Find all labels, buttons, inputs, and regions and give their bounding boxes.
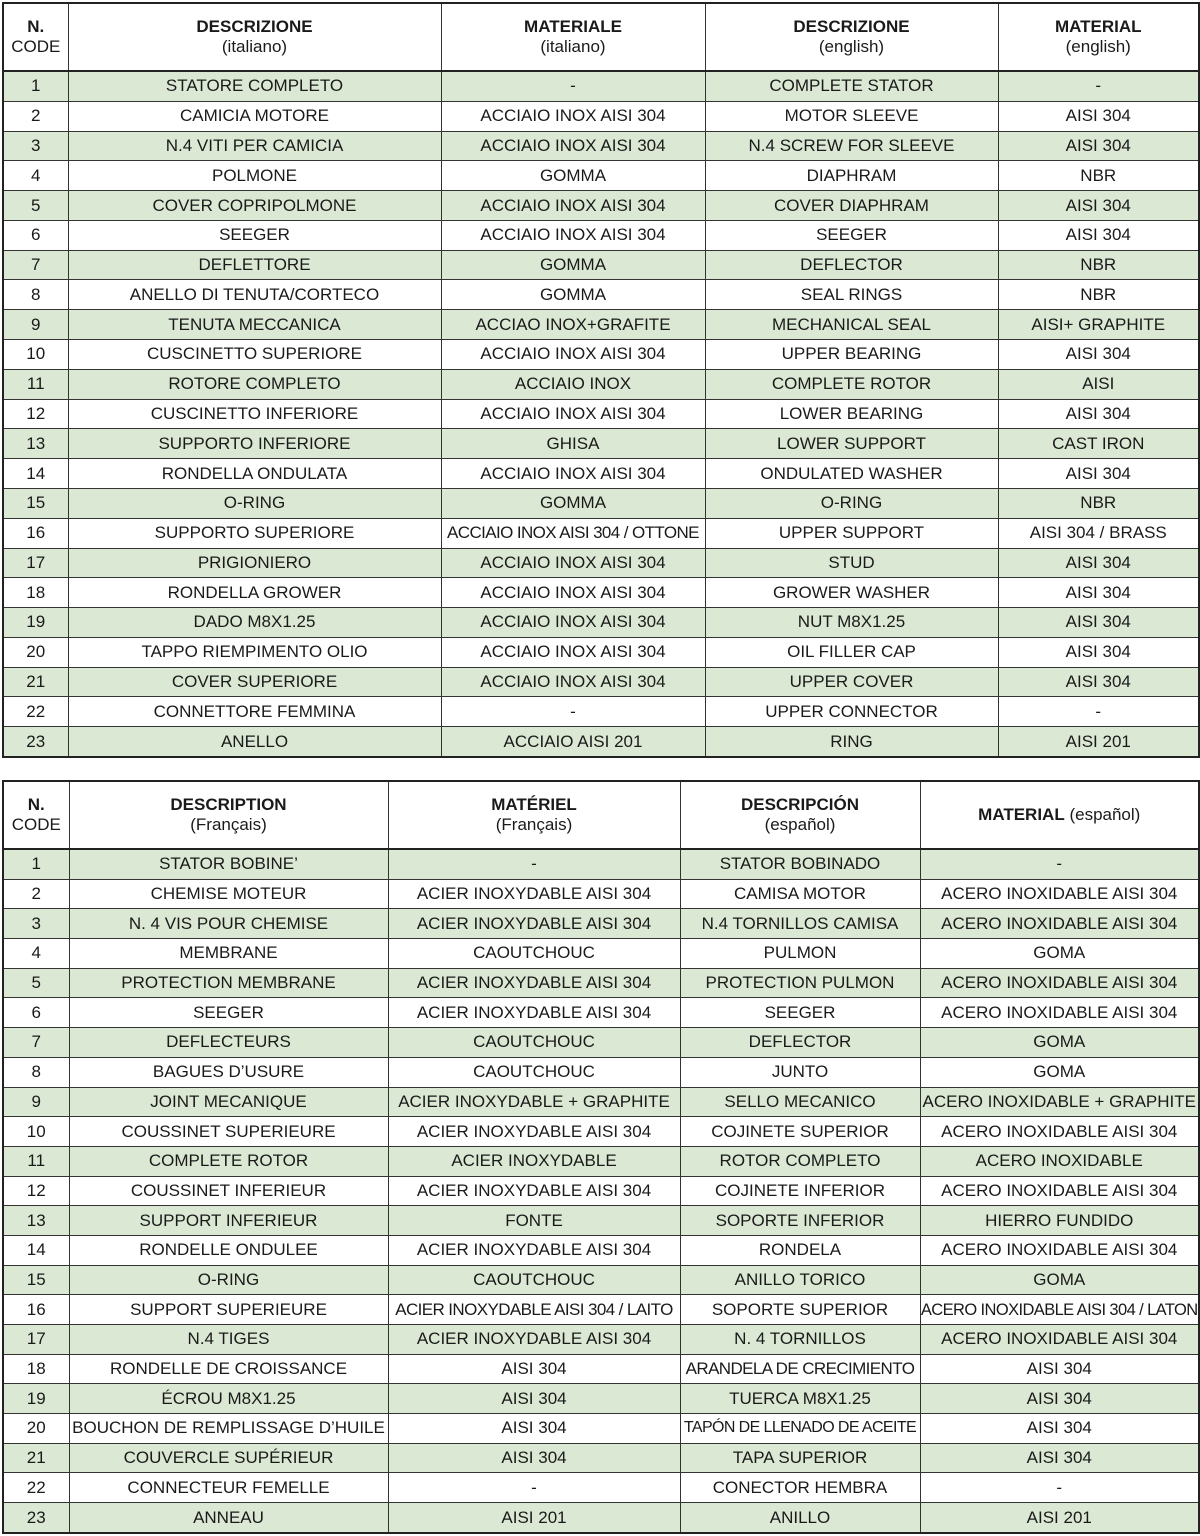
cell-material-es: ACERO INOXIDABLE AISI 304 bbox=[920, 1325, 1199, 1355]
header-material-es: MATERIAL (español) bbox=[920, 781, 1199, 849]
cell-material-it: ACCIAIO INOX AISI 304 bbox=[441, 340, 705, 370]
header-description-fr: DESCRIPTION (Français) bbox=[69, 781, 388, 849]
cell-material-fr: CAOUTCHOUC bbox=[388, 1265, 680, 1295]
cell-material-it: - bbox=[441, 697, 705, 727]
cell-code: 9 bbox=[3, 310, 68, 340]
parts-table-italian-english bbox=[2, 2, 1200, 758]
table-row bbox=[3, 1295, 1199, 1325]
cell-material-it: GOMMA bbox=[441, 161, 705, 191]
cell-code: 1 bbox=[3, 849, 69, 879]
table-row bbox=[3, 429, 1199, 459]
table-row bbox=[3, 1414, 1199, 1444]
cell-description-fr: ÉCROU M8X1.25 bbox=[69, 1384, 388, 1414]
table-row bbox=[3, 1057, 1199, 1087]
table-row bbox=[3, 939, 1199, 969]
cell-description-en: UPPER SUPPORT bbox=[705, 518, 998, 548]
cell-description-en: GROWER WASHER bbox=[705, 578, 998, 608]
cell-description-it: DADO M8X1.25 bbox=[68, 608, 441, 638]
cell-material-es: ACERO INOXIDABLE AISI 304 bbox=[920, 968, 1199, 998]
cell-description-fr: CHEMISE MOTEUR bbox=[69, 879, 388, 909]
cell-material-it: ACCIAO INOX+GRAFITE bbox=[441, 310, 705, 340]
table-row bbox=[3, 667, 1199, 697]
cell-description-en: MECHANICAL SEAL bbox=[705, 310, 998, 340]
table-row bbox=[3, 459, 1199, 489]
table-row bbox=[3, 191, 1199, 221]
cell-description-it: DEFLETTORE bbox=[68, 250, 441, 280]
cell-description-en: COVER DIAPHRAM bbox=[705, 191, 998, 221]
cell-material-it: ACCIAIO INOX bbox=[441, 369, 705, 399]
cell-description-en: COMPLETE STATOR bbox=[705, 71, 998, 101]
cell-code: 3 bbox=[3, 131, 68, 161]
table-row bbox=[3, 161, 1199, 191]
table-row bbox=[3, 101, 1199, 131]
cell-material-fr: ACIER INOXYDABLE AISI 304 / LAITO bbox=[388, 1295, 680, 1325]
cell-description-it: COVER SUPERIORE bbox=[68, 667, 441, 697]
cell-material-fr: ACIER INOXYDABLE AISI 304 bbox=[388, 909, 680, 939]
cell-material-it: ACCIAIO INOX AISI 304 bbox=[441, 101, 705, 131]
cell-code: 21 bbox=[3, 1443, 69, 1473]
cell-code: 4 bbox=[3, 939, 69, 969]
cell-description-es: N.4 TORNILLOS CAMISA bbox=[680, 909, 920, 939]
cell-material-es: ACERO INOXIDABLE + GRAPHITE bbox=[920, 1087, 1199, 1117]
cell-description-es: DEFLECTOR bbox=[680, 1028, 920, 1058]
cell-description-fr: ANNEAU bbox=[69, 1503, 388, 1533]
cell-description-it: CUSCINETTO INFERIORE bbox=[68, 399, 441, 429]
cell-code: 9 bbox=[3, 1087, 69, 1117]
cell-material-fr: ACIER INOXYDABLE AISI 304 bbox=[388, 879, 680, 909]
table-row bbox=[3, 849, 1199, 879]
table-row bbox=[3, 488, 1199, 518]
table-row bbox=[3, 578, 1199, 608]
table-row bbox=[3, 1146, 1199, 1176]
cell-code: 22 bbox=[3, 1473, 69, 1503]
cell-material-es: ACERO INOXIDABLE AISI 304 bbox=[920, 1235, 1199, 1265]
table-row bbox=[3, 637, 1199, 667]
cell-description-it: SEEGER bbox=[68, 220, 441, 250]
cell-code: 7 bbox=[3, 1028, 69, 1058]
cell-description-es: TUERCA M8X1.25 bbox=[680, 1384, 920, 1414]
cell-material-fr: FONTE bbox=[388, 1206, 680, 1236]
cell-description-en: ONDULATED WASHER bbox=[705, 459, 998, 489]
cell-description-es: PULMON bbox=[680, 939, 920, 969]
cell-description-fr: SUPPORT INFERIEUR bbox=[69, 1206, 388, 1236]
cell-material-en: NBR bbox=[998, 488, 1199, 518]
table-row bbox=[3, 1206, 1199, 1236]
table-body bbox=[3, 71, 1199, 757]
cell-description-es: PROTECTION PULMON bbox=[680, 968, 920, 998]
cell-material-it: ACCIAIO INOX AISI 304 bbox=[441, 131, 705, 161]
cell-code: 16 bbox=[3, 518, 68, 548]
cell-description-es: JUNTO bbox=[680, 1057, 920, 1087]
cell-code: 11 bbox=[3, 1146, 69, 1176]
cell-material-fr: AISI 304 bbox=[388, 1384, 680, 1414]
cell-material-fr: ACIER INOXYDABLE AISI 304 bbox=[388, 1325, 680, 1355]
cell-code: 6 bbox=[3, 998, 69, 1028]
cell-description-fr: COUSSINET SUPERIEURE bbox=[69, 1117, 388, 1147]
header-code: N. CODE bbox=[3, 3, 68, 71]
cell-code: 6 bbox=[3, 220, 68, 250]
cell-description-es: ROTOR COMPLETO bbox=[680, 1146, 920, 1176]
cell-code: 12 bbox=[3, 1176, 69, 1206]
cell-material-it: GOMMA bbox=[441, 250, 705, 280]
cell-material-es: ACERO INOXIDABLE AISI 304 bbox=[920, 879, 1199, 909]
cell-material-en: AISI 304 bbox=[998, 101, 1199, 131]
cell-material-fr: ACIER INOXYDABLE AISI 304 bbox=[388, 1176, 680, 1206]
cell-material-fr: - bbox=[388, 849, 680, 879]
cell-material-it: ACCIAIO INOX AISI 304 bbox=[441, 191, 705, 221]
cell-code: 2 bbox=[3, 101, 68, 131]
cell-description-fr: COUVERCLE SUPÉRIEUR bbox=[69, 1443, 388, 1473]
cell-description-it: CONNETTORE FEMMINA bbox=[68, 697, 441, 727]
cell-description-it: SUPPORTO INFERIORE bbox=[68, 429, 441, 459]
cell-code: 5 bbox=[3, 968, 69, 998]
cell-description-en: SEEGER bbox=[705, 220, 998, 250]
cell-material-it: ACCIAIO INOX AISI 304 bbox=[441, 399, 705, 429]
cell-material-en: AISI 304 bbox=[998, 191, 1199, 221]
cell-material-es: - bbox=[920, 849, 1199, 879]
cell-description-fr: MEMBRANE bbox=[69, 939, 388, 969]
table-row bbox=[3, 548, 1199, 578]
cell-description-en: MOTOR SLEEVE bbox=[705, 101, 998, 131]
header-description-es: DESCRIPCIÓN (español) bbox=[680, 781, 920, 849]
cell-description-en: OIL FILLER CAP bbox=[705, 637, 998, 667]
header-material-en: MATERIAL (english) bbox=[998, 3, 1199, 71]
cell-description-fr: O-RING bbox=[69, 1265, 388, 1295]
cell-material-fr: AISI 201 bbox=[388, 1503, 680, 1533]
cell-material-es: GOMA bbox=[920, 1057, 1199, 1087]
cell-description-en: UPPER CONNECTOR bbox=[705, 697, 998, 727]
table-row bbox=[3, 879, 1199, 909]
cell-material-it: ACCIAIO INOX AISI 304 bbox=[441, 667, 705, 697]
table-row bbox=[3, 310, 1199, 340]
cell-description-fr: SUPPORT SUPERIEURE bbox=[69, 1295, 388, 1325]
cell-description-it: O-RING bbox=[68, 488, 441, 518]
table-row bbox=[3, 340, 1199, 370]
cell-code: 17 bbox=[3, 1325, 69, 1355]
cell-description-en: LOWER SUPPORT bbox=[705, 429, 998, 459]
cell-code: 14 bbox=[3, 1235, 69, 1265]
cell-code: 1 bbox=[3, 71, 68, 101]
cell-material-it: ACCIAIO INOX AISI 304 bbox=[441, 578, 705, 608]
cell-description-fr: N.4 TIGES bbox=[69, 1325, 388, 1355]
cell-description-es: N. 4 TORNILLOS bbox=[680, 1325, 920, 1355]
cell-description-it: RONDELLA ONDULATA bbox=[68, 459, 441, 489]
cell-code: 19 bbox=[3, 608, 68, 638]
cell-description-it: ANELLO bbox=[68, 727, 441, 757]
table-row bbox=[3, 1384, 1199, 1414]
cell-description-es: COJINETE SUPERIOR bbox=[680, 1117, 920, 1147]
cell-material-en: CAST IRON bbox=[998, 429, 1199, 459]
cell-material-en: AISI 304 / BRASS bbox=[998, 518, 1199, 548]
cell-material-es: ACERO INOXIDABLE AISI 304 / LATON bbox=[920, 1295, 1199, 1325]
cell-code: 10 bbox=[3, 340, 68, 370]
header-description-it: DESCRIZIONE (italiano) bbox=[68, 3, 441, 71]
cell-description-it: TAPPO RIEMPIMENTO OLIO bbox=[68, 637, 441, 667]
cell-code: 19 bbox=[3, 1384, 69, 1414]
cell-description-fr: BOUCHON DE REMPLISSAGE D’HUILE bbox=[69, 1414, 388, 1444]
cell-material-it: GOMMA bbox=[441, 280, 705, 310]
cell-material-fr: ACIER INOXYDABLE AISI 304 bbox=[388, 1235, 680, 1265]
cell-code: 22 bbox=[3, 697, 68, 727]
cell-description-es: CAMISA MOTOR bbox=[680, 879, 920, 909]
table-row bbox=[3, 399, 1199, 429]
cell-code: 4 bbox=[3, 161, 68, 191]
cell-description-en: SEAL RINGS bbox=[705, 280, 998, 310]
cell-description-es: ARANDELA DE CRECIMIENTO bbox=[680, 1354, 920, 1384]
table-row bbox=[3, 1325, 1199, 1355]
cell-material-es: GOMA bbox=[920, 939, 1199, 969]
header-code: N. CODE bbox=[3, 781, 69, 849]
table-row bbox=[3, 1176, 1199, 1206]
parts-table-french-spanish bbox=[2, 780, 1200, 1534]
cell-material-en: - bbox=[998, 697, 1199, 727]
cell-code: 20 bbox=[3, 637, 68, 667]
cell-description-es: SEEGER bbox=[680, 998, 920, 1028]
cell-description-en: N.4 SCREW FOR SLEEVE bbox=[705, 131, 998, 161]
cell-material-en: NBR bbox=[998, 250, 1199, 280]
cell-material-en: AISI 304 bbox=[998, 459, 1199, 489]
cell-description-en: STUD bbox=[705, 548, 998, 578]
cell-material-en: AISI 201 bbox=[998, 727, 1199, 757]
cell-code: 16 bbox=[3, 1295, 69, 1325]
cell-material-es: AISI 304 bbox=[920, 1354, 1199, 1384]
cell-material-it: GHISA bbox=[441, 429, 705, 459]
cell-material-fr: ACIER INOXYDABLE AISI 304 bbox=[388, 1117, 680, 1147]
cell-code: 12 bbox=[3, 399, 68, 429]
cell-code: 23 bbox=[3, 727, 68, 757]
cell-material-en: AISI 304 bbox=[998, 340, 1199, 370]
cell-material-en: NBR bbox=[998, 161, 1199, 191]
cell-material-it: ACCIAIO INOX AISI 304 bbox=[441, 637, 705, 667]
cell-description-en: NUT M8X1.25 bbox=[705, 608, 998, 638]
cell-code: 3 bbox=[3, 909, 69, 939]
cell-material-es: HIERRO FUNDIDO bbox=[920, 1206, 1199, 1236]
cell-material-it: ACCIAIO INOX AISI 304 bbox=[441, 459, 705, 489]
cell-material-es: ACERO INOXIDABLE AISI 304 bbox=[920, 1117, 1199, 1147]
cell-description-es: TAPA SUPERIOR bbox=[680, 1443, 920, 1473]
cell-description-es: SELLO MECANICO bbox=[680, 1087, 920, 1117]
cell-material-it: ACCIAIO INOX AISI 304 bbox=[441, 608, 705, 638]
cell-material-it: ACCIAIO INOX AISI 304 bbox=[441, 548, 705, 578]
cell-code: 2 bbox=[3, 879, 69, 909]
cell-description-fr: COMPLETE ROTOR bbox=[69, 1146, 388, 1176]
cell-material-fr: ACIER INOXYDABLE AISI 304 bbox=[388, 968, 680, 998]
cell-material-fr: AISI 304 bbox=[388, 1354, 680, 1384]
cell-description-it: TENUTA MECCANICA bbox=[68, 310, 441, 340]
cell-material-es: ACERO INOXIDABLE bbox=[920, 1146, 1199, 1176]
cell-code: 18 bbox=[3, 578, 68, 608]
table-row bbox=[3, 1443, 1199, 1473]
cell-material-fr: CAOUTCHOUC bbox=[388, 1057, 680, 1087]
cell-material-es: AISI 304 bbox=[920, 1414, 1199, 1444]
cell-material-es: ACERO INOXIDABLE AISI 304 bbox=[920, 909, 1199, 939]
table-row bbox=[3, 1235, 1199, 1265]
cell-material-it: ACCIAIO INOX AISI 304 / OTTONE bbox=[441, 518, 705, 548]
cell-description-fr: BAGUES D’USURE bbox=[69, 1057, 388, 1087]
table-row bbox=[3, 968, 1199, 998]
table-row bbox=[3, 1087, 1199, 1117]
cell-material-en: - bbox=[998, 71, 1199, 101]
cell-material-fr: - bbox=[388, 1473, 680, 1503]
cell-description-en: COMPLETE ROTOR bbox=[705, 369, 998, 399]
cell-material-es: GOMA bbox=[920, 1265, 1199, 1295]
cell-material-it: - bbox=[441, 71, 705, 101]
cell-description-es: ANILLO bbox=[680, 1503, 920, 1533]
cell-material-es: AISI 201 bbox=[920, 1503, 1199, 1533]
cell-code: 17 bbox=[3, 548, 68, 578]
cell-description-fr: COUSSINET INFERIEUR bbox=[69, 1176, 388, 1206]
cell-description-fr: RONDELLE DE CROISSANCE bbox=[69, 1354, 388, 1384]
cell-material-fr: CAOUTCHOUC bbox=[388, 939, 680, 969]
cell-description-fr: CONNECTEUR FEMELLE bbox=[69, 1473, 388, 1503]
cell-description-en: RING bbox=[705, 727, 998, 757]
cell-code: 7 bbox=[3, 250, 68, 280]
cell-material-en: AISI 304 bbox=[998, 637, 1199, 667]
cell-code: 10 bbox=[3, 1117, 69, 1147]
table-row bbox=[3, 998, 1199, 1028]
table-row bbox=[3, 1503, 1199, 1533]
table-body bbox=[3, 849, 1199, 1533]
cell-code: 13 bbox=[3, 1206, 69, 1236]
cell-description-es: SOPORTE SUPERIOR bbox=[680, 1295, 920, 1325]
cell-description-it: POLMONE bbox=[68, 161, 441, 191]
cell-material-fr: ACIER INOXYDABLE + GRAPHITE bbox=[388, 1087, 680, 1117]
cell-material-es: AISI 304 bbox=[920, 1384, 1199, 1414]
cell-material-en: AISI 304 bbox=[998, 578, 1199, 608]
cell-description-it: N.4 VITI PER CAMICIA bbox=[68, 131, 441, 161]
cell-material-it: ACCIAIO INOX AISI 304 bbox=[441, 220, 705, 250]
cell-material-fr: AISI 304 bbox=[388, 1443, 680, 1473]
cell-code: 14 bbox=[3, 459, 68, 489]
cell-material-fr: CAOUTCHOUC bbox=[388, 1028, 680, 1058]
cell-material-en: AISI 304 bbox=[998, 608, 1199, 638]
cell-description-it: ROTORE COMPLETO bbox=[68, 369, 441, 399]
cell-code: 21 bbox=[3, 667, 68, 697]
table-row bbox=[3, 250, 1199, 280]
cell-description-es: CONECTOR HEMBRA bbox=[680, 1473, 920, 1503]
cell-description-es: ANILLO TORICO bbox=[680, 1265, 920, 1295]
cell-description-es: TAPÓN DE LLENADO DE ACEITE bbox=[680, 1414, 920, 1444]
cell-description-en: O-RING bbox=[705, 488, 998, 518]
cell-description-es: RONDELA bbox=[680, 1235, 920, 1265]
table-row bbox=[3, 71, 1199, 101]
cell-code: 20 bbox=[3, 1414, 69, 1444]
cell-description-fr: JOINT MECANIQUE bbox=[69, 1087, 388, 1117]
cell-description-en: LOWER BEARING bbox=[705, 399, 998, 429]
table-row bbox=[3, 220, 1199, 250]
table-row bbox=[3, 1265, 1199, 1295]
cell-description-fr: SEEGER bbox=[69, 998, 388, 1028]
cell-material-it: GOMMA bbox=[441, 488, 705, 518]
cell-code: 15 bbox=[3, 488, 68, 518]
cell-material-en: AISI 304 bbox=[998, 399, 1199, 429]
table-row bbox=[3, 909, 1199, 939]
cell-description-fr: DEFLECTEURS bbox=[69, 1028, 388, 1058]
header-description-en: DESCRIZIONE (english) bbox=[705, 3, 998, 71]
header-material-fr: MATÉRIEL (Français) bbox=[388, 781, 680, 849]
table-header-row bbox=[3, 3, 1199, 71]
cell-material-es: - bbox=[920, 1473, 1199, 1503]
table-row bbox=[3, 369, 1199, 399]
table-row bbox=[3, 280, 1199, 310]
cell-description-fr: STATOR BOBINE’ bbox=[69, 849, 388, 879]
cell-description-it: COVER COPRIPOLMONE bbox=[68, 191, 441, 221]
cell-material-es: ACERO INOXIDABLE AISI 304 bbox=[920, 998, 1199, 1028]
cell-material-en: AISI+ GRAPHITE bbox=[998, 310, 1199, 340]
cell-code: 8 bbox=[3, 280, 68, 310]
cell-description-it: PRIGIONIERO bbox=[68, 548, 441, 578]
cell-code: 23 bbox=[3, 1503, 69, 1533]
cell-material-es: AISI 304 bbox=[920, 1443, 1199, 1473]
table-row bbox=[3, 697, 1199, 727]
cell-code: 13 bbox=[3, 429, 68, 459]
cell-material-fr: ACIER INOXYDABLE bbox=[388, 1146, 680, 1176]
cell-description-fr: PROTECTION MEMBRANE bbox=[69, 968, 388, 998]
cell-description-en: DIAPHRAM bbox=[705, 161, 998, 191]
cell-material-en: AISI bbox=[998, 369, 1199, 399]
cell-material-en: AISI 304 bbox=[998, 220, 1199, 250]
cell-code: 8 bbox=[3, 1057, 69, 1087]
cell-description-it: CAMICIA MOTORE bbox=[68, 101, 441, 131]
table-row bbox=[3, 1354, 1199, 1384]
table-row bbox=[3, 727, 1199, 757]
cell-code: 15 bbox=[3, 1265, 69, 1295]
table-row bbox=[3, 608, 1199, 638]
cell-material-en: NBR bbox=[998, 280, 1199, 310]
cell-description-fr: RONDELLE ONDULEE bbox=[69, 1235, 388, 1265]
cell-material-en: AISI 304 bbox=[998, 667, 1199, 697]
table-row bbox=[3, 1028, 1199, 1058]
cell-code: 18 bbox=[3, 1354, 69, 1384]
cell-material-es: ACERO INOXIDABLE AISI 304 bbox=[920, 1176, 1199, 1206]
table-row bbox=[3, 518, 1199, 548]
cell-description-it: ANELLO DI TENUTA/CORTECO bbox=[68, 280, 441, 310]
table-header-row bbox=[3, 781, 1199, 849]
cell-material-it: ACCIAIO AISI 201 bbox=[441, 727, 705, 757]
table-row bbox=[3, 131, 1199, 161]
header-material-it: MATERIALE (italiano) bbox=[441, 3, 705, 71]
cell-description-it: CUSCINETTO SUPERIORE bbox=[68, 340, 441, 370]
cell-description-en: UPPER BEARING bbox=[705, 340, 998, 370]
cell-code: 5 bbox=[3, 191, 68, 221]
cell-description-it: RONDELLA GROWER bbox=[68, 578, 441, 608]
cell-material-fr: ACIER INOXYDABLE AISI 304 bbox=[388, 998, 680, 1028]
cell-code: 11 bbox=[3, 369, 68, 399]
table-row bbox=[3, 1117, 1199, 1147]
cell-material-en: AISI 304 bbox=[998, 131, 1199, 161]
cell-description-es: STATOR BOBINADO bbox=[680, 849, 920, 879]
cell-description-en: UPPER COVER bbox=[705, 667, 998, 697]
cell-description-es: SOPORTE INFERIOR bbox=[680, 1206, 920, 1236]
cell-description-en: DEFLECTOR bbox=[705, 250, 998, 280]
cell-material-en: AISI 304 bbox=[998, 548, 1199, 578]
cell-description-it: SUPPORTO SUPERIORE bbox=[68, 518, 441, 548]
cell-description-es: COJINETE INFERIOR bbox=[680, 1176, 920, 1206]
cell-material-fr: AISI 304 bbox=[388, 1414, 680, 1444]
cell-material-es: GOMA bbox=[920, 1028, 1199, 1058]
cell-description-it: STATORE COMPLETO bbox=[68, 71, 441, 101]
cell-description-fr: N. 4 VIS POUR CHEMISE bbox=[69, 909, 388, 939]
table-row bbox=[3, 1473, 1199, 1503]
